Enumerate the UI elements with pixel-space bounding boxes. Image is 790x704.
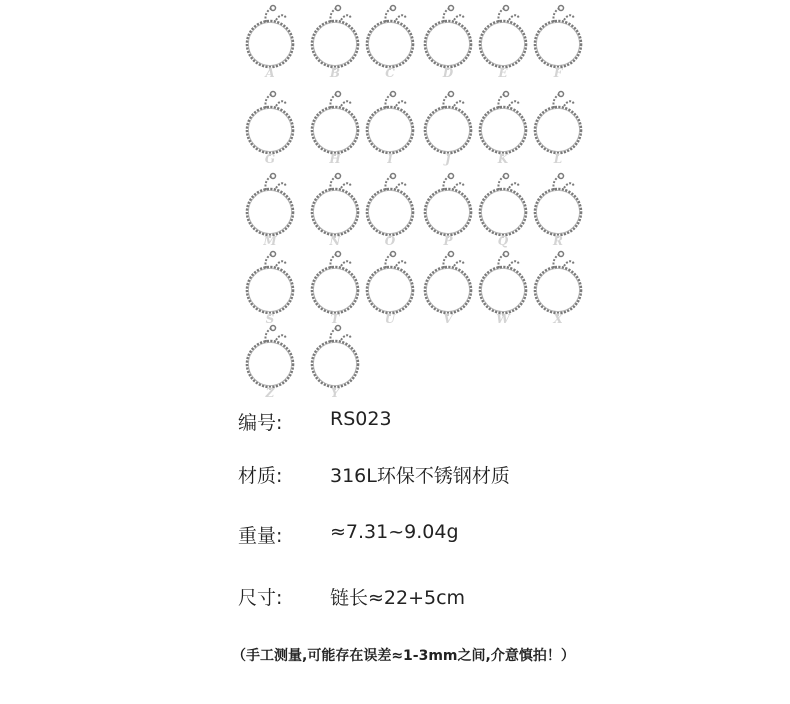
- bracelet-letter-pendant: O: [384, 234, 396, 248]
- bracelet-letter-pendant: V: [443, 312, 453, 326]
- bracelet-letter-pendant: Y: [330, 386, 340, 400]
- bracelet-item: [418, 88, 478, 168]
- bracelet-item: [528, 2, 588, 82]
- bracelet-item: [360, 88, 420, 168]
- bracelet-item: [360, 2, 420, 82]
- bracelet-letter-pendant: I: [387, 152, 393, 166]
- bracelet-item: [418, 248, 478, 328]
- bracelet-letter-pendant: F: [553, 66, 563, 80]
- bracelet-letter-pendant: P: [443, 234, 453, 248]
- bracelet-letter-pendant: N: [329, 234, 341, 248]
- bracelet-letter-pendant: C: [385, 66, 395, 80]
- bracelet-item: [528, 248, 588, 328]
- bracelet-letter-pendant: B: [329, 66, 341, 80]
- bracelet-letter-pendant: H: [329, 152, 341, 166]
- spec-value: 316L环保不锈钢材质: [330, 465, 510, 487]
- bracelet-letter-pendant: Z: [265, 386, 275, 400]
- bracelet-letter-pendant: D: [442, 66, 454, 80]
- bracelet-letter-pendant: A: [265, 66, 275, 80]
- bracelet-item: [305, 170, 365, 250]
- bracelet-item: [305, 88, 365, 168]
- spec-label: 编号:: [238, 412, 283, 434]
- bracelet-item: [418, 170, 478, 250]
- bracelet-item: [473, 88, 533, 168]
- bracelet-item: [473, 248, 533, 328]
- spec-label: 材质:: [238, 465, 283, 487]
- bracelet-grid: [230, 0, 590, 405]
- bracelet-letter-pendant: K: [497, 152, 509, 166]
- bracelet-letter-pendant: G: [264, 152, 276, 166]
- bracelet-letter-pendant: E: [498, 66, 508, 80]
- bracelet-letter-pendant: S: [265, 312, 275, 326]
- bracelet-item: [418, 2, 478, 82]
- bracelet-item: [240, 2, 300, 82]
- spec-label: 重量:: [238, 525, 283, 547]
- spec-value: ≈7.31~9.04g: [330, 521, 459, 543]
- bracelet-letter-pendant: L: [553, 152, 563, 166]
- bracelet-letter-pendant: J: [445, 152, 451, 166]
- measurement-note: （手工测量,可能存在误差≈1-3mm之间,介意慎拍！）: [232, 648, 575, 664]
- spec-value: 链长≈22+5cm: [330, 587, 466, 609]
- bracelet-item: [240, 88, 300, 168]
- spec-label: 尺寸:: [238, 587, 283, 609]
- bracelet-letter-pendant: Q: [497, 234, 509, 248]
- bracelet-item: [305, 322, 365, 402]
- bracelet-item: [305, 2, 365, 82]
- bracelet-item: [240, 322, 300, 402]
- bracelet-letter-pendant: R: [553, 234, 563, 248]
- bracelet-item: [473, 2, 533, 82]
- bracelet-item: [528, 88, 588, 168]
- bracelet-letter-pendant: X: [553, 312, 563, 326]
- bracelet-item: [360, 170, 420, 250]
- bracelet-item: [473, 170, 533, 250]
- bracelet-item: [240, 248, 300, 328]
- bracelet-letter-pendant: T: [330, 312, 340, 326]
- bracelet-item: [360, 248, 420, 328]
- bracelet-item: [240, 170, 300, 250]
- bracelet-letter-pendant: M: [263, 234, 277, 248]
- bracelet-item: [305, 248, 365, 328]
- bracelet-letter-pendant: U: [384, 312, 396, 326]
- bracelet-letter-pendant: W: [496, 312, 510, 326]
- spec-value: RS023: [330, 408, 392, 430]
- bracelet-item: [528, 170, 588, 250]
